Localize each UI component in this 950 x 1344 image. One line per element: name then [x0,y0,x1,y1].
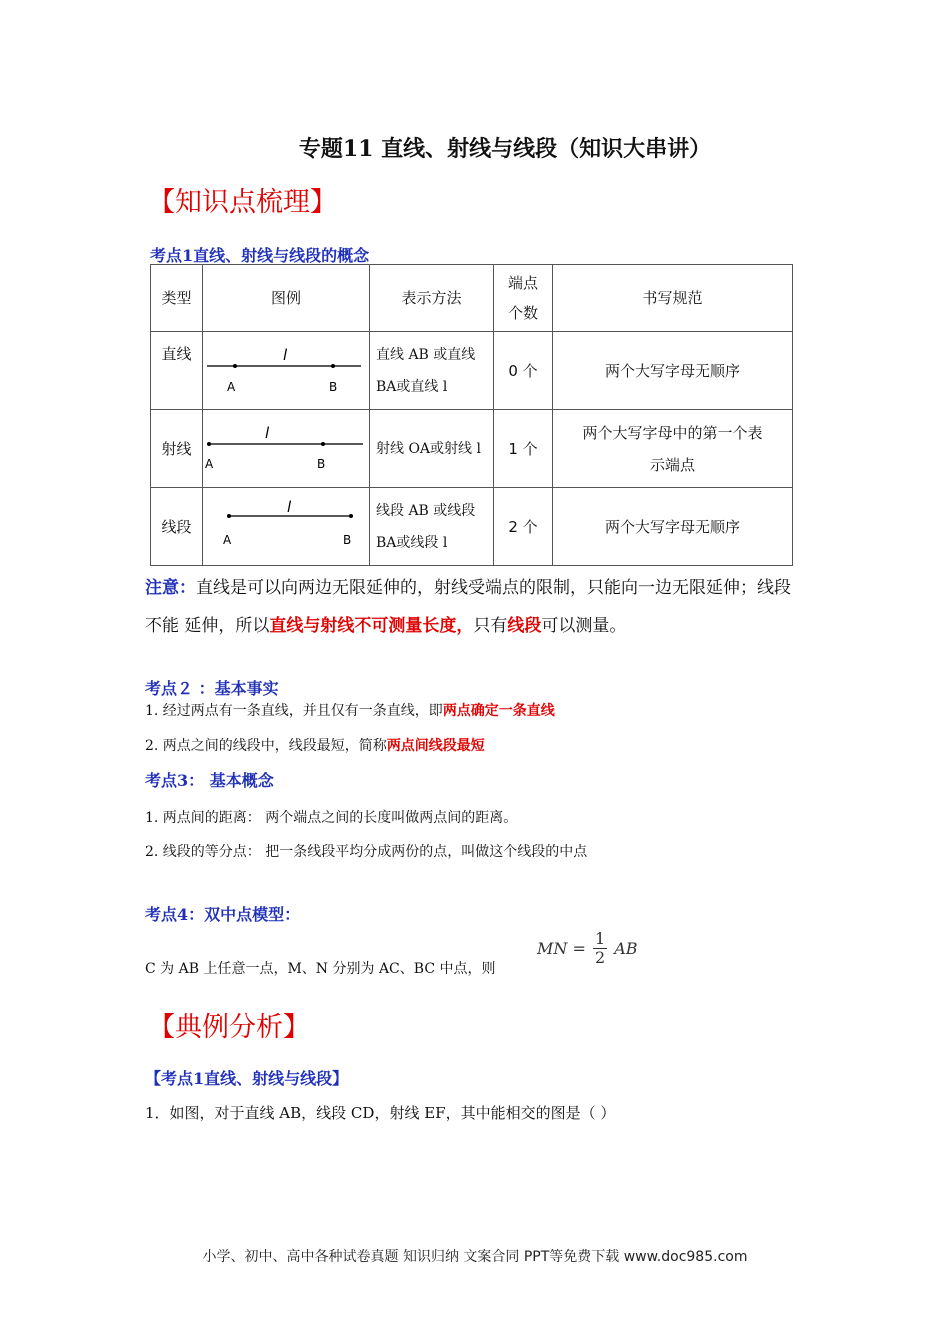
kp2-heading: 考点２ ：基本事实 [145,679,279,698]
rule-ray: 两个大写字母中的第一个表 示端点 [553,410,793,488]
section-heading-examples: 【典例分析】 [148,1012,310,1043]
endpoints-segment: 2 个 [494,488,553,566]
header-endpoints: 端点 个数 [494,265,553,332]
notation-line: 直线 AB 或直线 BA或直线 l [370,332,494,410]
point-b [349,514,353,518]
segment-diagram [203,488,369,554]
point-b [321,442,325,446]
kp4-text: C 为 AB 上任意一点，M、N 分别为 AC、BC 中点，则 [145,961,496,977]
label-b: B [343,533,352,547]
row-type-segment: 线段 [151,488,203,566]
page-title: 专题11 直线、射线与线段（知识大串讲） [298,136,712,162]
notation-ray: 射线 OA或射线 l [370,410,494,488]
point-a [207,442,211,446]
label-l: l [265,424,270,442]
question-1: 1．如图，对于直线 AB，线段 CD，射线 EF，其中能相交的图是（ ） [145,1104,616,1122]
kp2-item-1: 1. 经过两点有一条直线，并且仅有一条直线，即两点确定一条直线 [145,703,555,719]
kp3-item-1: 1. 两点间的距离： 两个端点之间的长度叫做两点间的距离。 [145,810,518,826]
kp1-heading: 考点1直线、射线与线段的概念 [150,246,370,265]
ray-diagram [203,410,369,476]
label-l: l [283,346,288,364]
notation-segment: 线段 AB 或线段 BA或线段 l [370,488,494,566]
label-b: B [317,457,326,471]
rule-line: 两个大写字母无顺序 [553,332,793,410]
label-a: A [227,380,236,394]
header-notation: 表示方法 [370,265,494,332]
label-b: B [329,380,338,394]
header-type: 类型 [151,265,203,332]
section-heading-knowledge: 【知识点梳理】 [148,187,337,218]
kp3-heading: 考点3： 基本概念 [145,771,274,790]
label-l: l [287,498,292,516]
diagram-segment [203,488,370,566]
concept-table [150,264,793,566]
kp2-item-2: 2. 两点之间的线段中，线段最短，简称两点间线段最短 [145,738,485,754]
note-label: 注意： [145,578,196,598]
table-row [151,332,793,410]
endpoints-line: 0 个 [494,332,553,410]
note-paragraph: 注意：直线是可以向两边无限延伸的，射线受端点的限制，只能向一边无限延伸；线段不能 延伸，所以直线与射线不可测量长度，只有线段可以测量。 [145,578,791,636]
diagram-line [203,332,370,410]
point-a [227,514,231,518]
diagram-ray [203,410,370,488]
example-heading: 【考点1直线、射线与线段】 [145,1069,349,1088]
footer: 小学、初中、高中各种试卷真题 知识归纳 文案合同 PPT等免费下载 www.doc985.com [202,1249,748,1265]
header-diagram: 图例 [203,265,370,332]
formula-fraction: $\frac{1}{2}$ [594,929,606,967]
row-type-ray: 射线 [151,410,203,488]
rule-segment: 两个大写字母无顺序 [553,488,793,566]
kp4-heading: 考点4：双中点模型： [145,905,301,924]
point-b [331,364,335,368]
label-a: A [205,457,214,471]
endpoints-ray: 1 个 [494,410,553,488]
header-rule: 书写规范 [553,265,793,332]
table-row [151,488,793,566]
midpoint-formula: MN = $\frac{1}{2}$ AB [537,929,638,967]
row-type-line: 直线 [151,332,203,410]
line-diagram [203,332,369,398]
label-a: A [223,533,232,547]
table-row [151,410,793,488]
kp3-item-2: 2. 线段的等分点： 把一条线段平均分成两份的点，叫做这个线段的中点 [145,844,588,860]
point-a [233,364,237,368]
